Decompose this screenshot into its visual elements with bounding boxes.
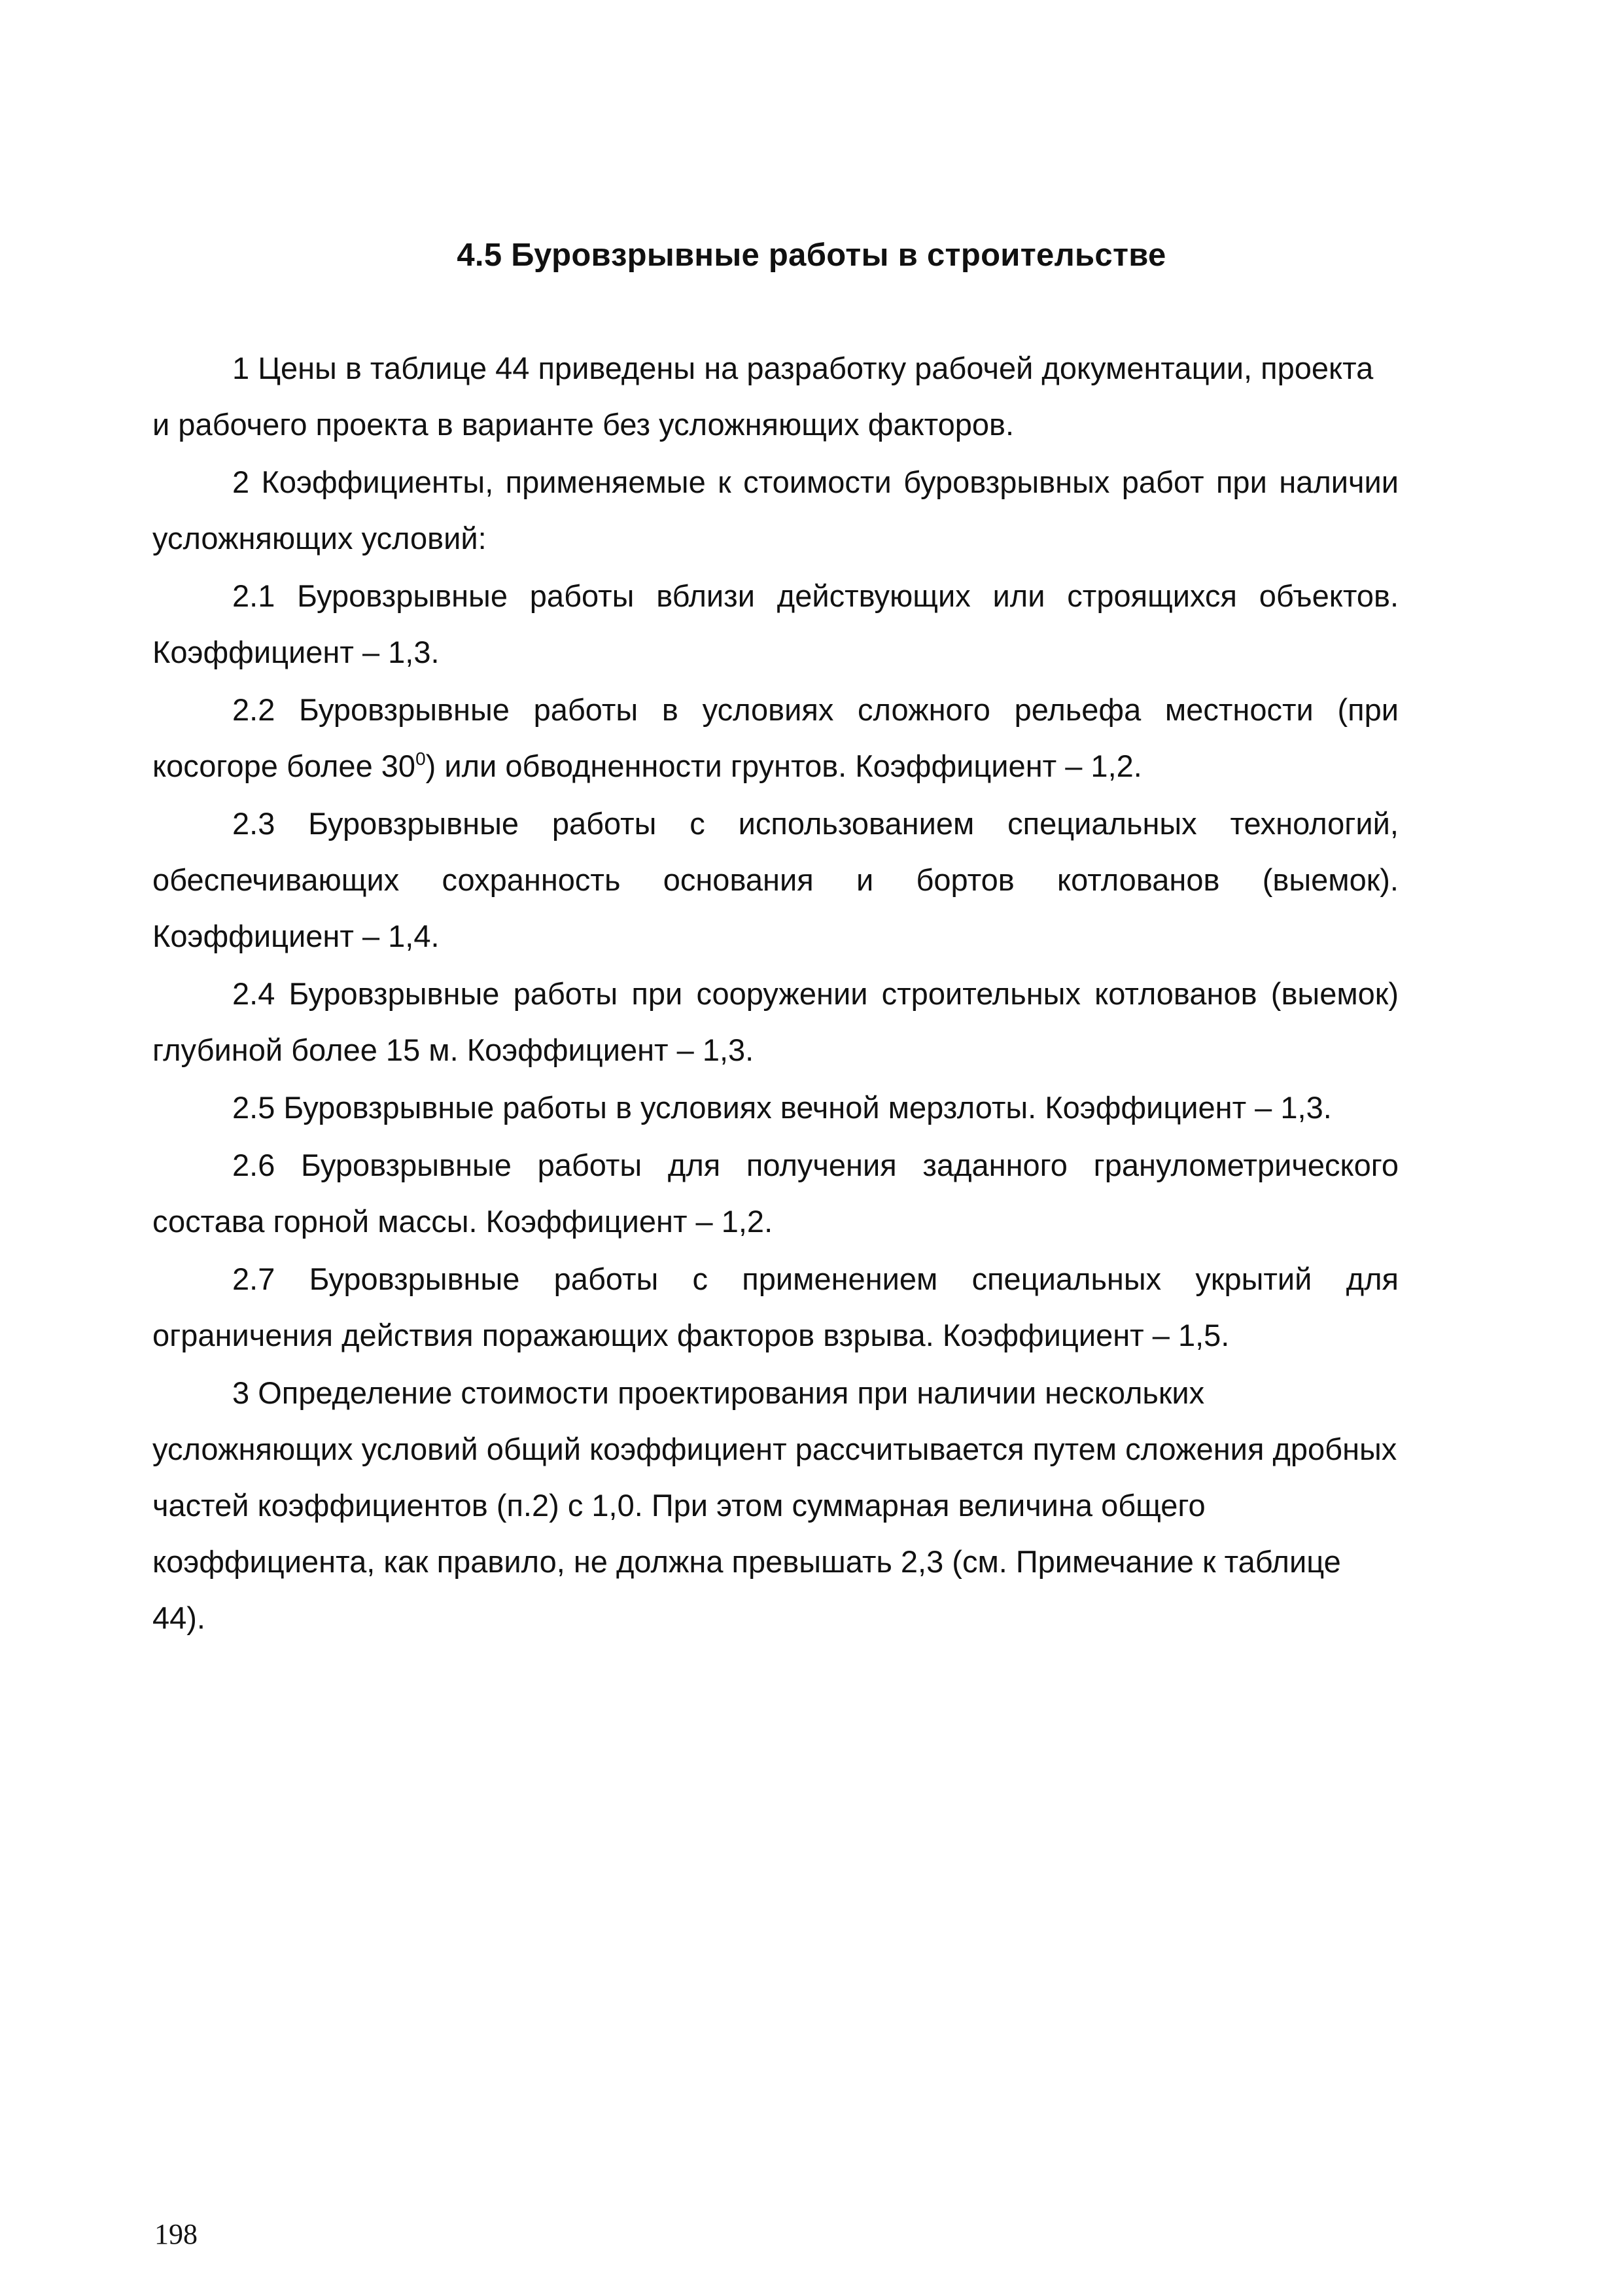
paragraph-3: 3 Определение стоимости проектирования при наличии нескольких усложняющих условий общий коэффициент рассчитывается путем сложения дробных частей коэффициентов (п.2) с 1,0. При этом суммарная величина общего коэффициента, как правило, не должна превышать 2,3 (см. Примечание к таблице 44).	[152, 1375, 1397, 1635]
paragraph-2-3: 2.3 Буровзрывные работы с использованием специальных технологий, обеспечивающих сохранность основания и бортов котлованов (выемок). Коэффициент – 1,4.	[152, 806, 1399, 953]
paragraph-2-4: 2.4 Буровзрывные работы при сооружении строительных котлованов (выемок) глубиной более 15 м. Коэффициент – 1,3.	[152, 976, 1399, 1067]
page-number: 198	[154, 2218, 198, 2250]
paragraph-2-1: 2.1 Буровзрывные работы вблизи действующих или строящихся объектов. Коэффициент – 1,3.	[152, 578, 1399, 669]
paragraph-2-2-before: 2.2 Буровзрывные работы в условиях сложного рельефа местности (при косогоре более 30	[152, 692, 1399, 783]
paragraph-2-7: 2.7 Буровзрывные работы с применением специальных укрытий для ограничения действия поражающих факторов взрыва. Коэффициент – 1,5.	[152, 1262, 1399, 1352]
section-body	[152, 340, 1399, 1646]
paragraph-2-2	[152, 682, 1399, 794]
degree-superscript: 0	[415, 749, 426, 769]
paragraph-2: 2 Коэффициенты, применяемые к стоимости буровзрывных работ при наличии усложняющих условий:	[152, 465, 1399, 556]
paragraph-2-6: 2.6 Буровзрывные работы для получения заданного гранулометрического состава горной массы. Коэффициент – 1,2.	[152, 1148, 1399, 1239]
paragraph-2-5: 2.5 Буровзрывные работы в условиях вечной мерзлоты. Коэффициент – 1,3.	[232, 1090, 1332, 1125]
paragraph-1: 1 Цены в таблице 44 приведены на разработку рабочей документации, проекта и рабочего проекта в варианте без усложняющих факторов.	[152, 351, 1374, 442]
paragraph-2-2-after: ) или обводненности грунтов. Коэффициент – 1,2.	[425, 749, 1142, 783]
section-heading: 4.5 Буровзрывные работы в строительстве	[457, 238, 1166, 273]
